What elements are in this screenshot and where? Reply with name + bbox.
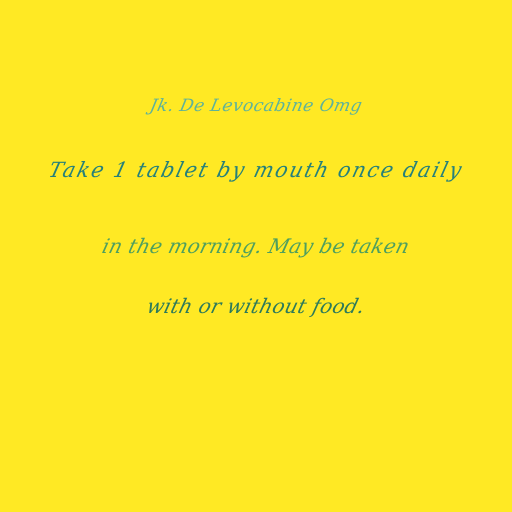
- instruction-line-2: in the morning. May be taken: [99, 234, 413, 258]
- drug-name: Jk. De Levocabine Omg: [147, 96, 365, 116]
- instruction-line-3: with or without food.: [144, 294, 368, 318]
- instruction-line-1: Take 1 tablet by mouth once daily: [46, 158, 466, 182]
